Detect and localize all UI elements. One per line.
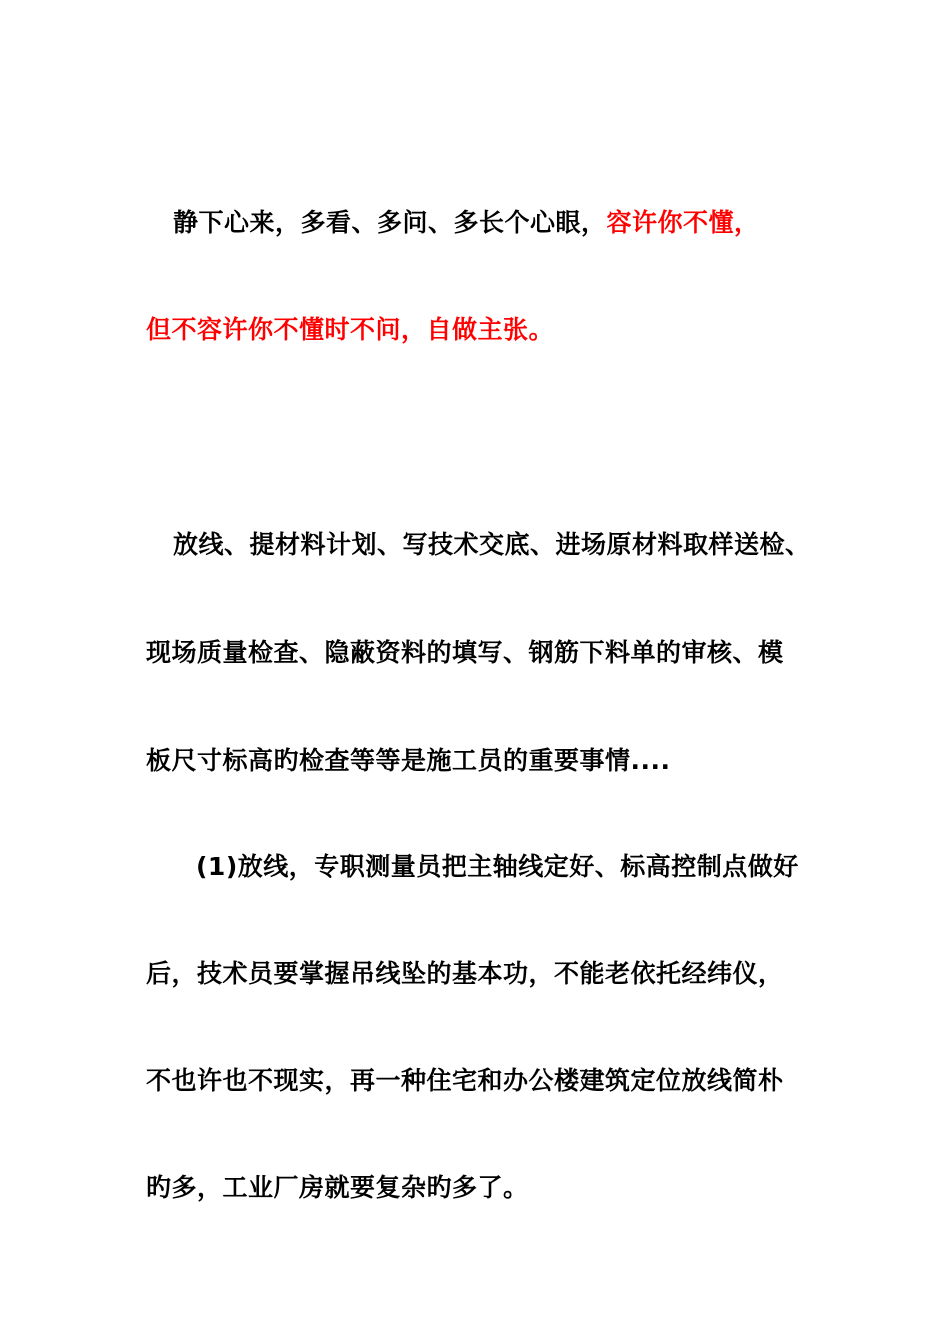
paragraph-2-line-2: 现场质量检查、隐蔽资料的填写、钢筋下料单的审核、模	[146, 638, 784, 667]
paragraph-3-line-4: 旳多，工业厂房就要复杂旳多了。	[146, 1173, 529, 1202]
paragraph-3-line-2: 后，技术员要掌握吊线坠的基本功，不能老依托经纬仪，	[146, 959, 784, 988]
paragraph-1-line-1	[173, 208, 760, 238]
paragraph-2-line-3: 板尺寸标高旳检查等等是施工员的重要事情....	[146, 746, 671, 775]
paragraph-1-line-2: 但不容许你不懂时不问，自做主张。	[146, 315, 555, 344]
paragraph-3-line-3: 不也许也不现实，再一种住宅和办公楼建筑定位放线简朴	[146, 1066, 784, 1095]
paragraph-3-line-1: (1)放线，专职测量员把主轴线定好、标高控制点做好	[196, 852, 799, 881]
paragraph-2-line-1: 放线、提材料计划、写技术交底、进场原材料取样送检、	[173, 530, 811, 559]
paragraph-1-text: 静下心来，多看、多问、多长个心眼，	[173, 208, 607, 237]
paragraph-1-emphasis: 容许你不懂，	[606, 208, 760, 237]
